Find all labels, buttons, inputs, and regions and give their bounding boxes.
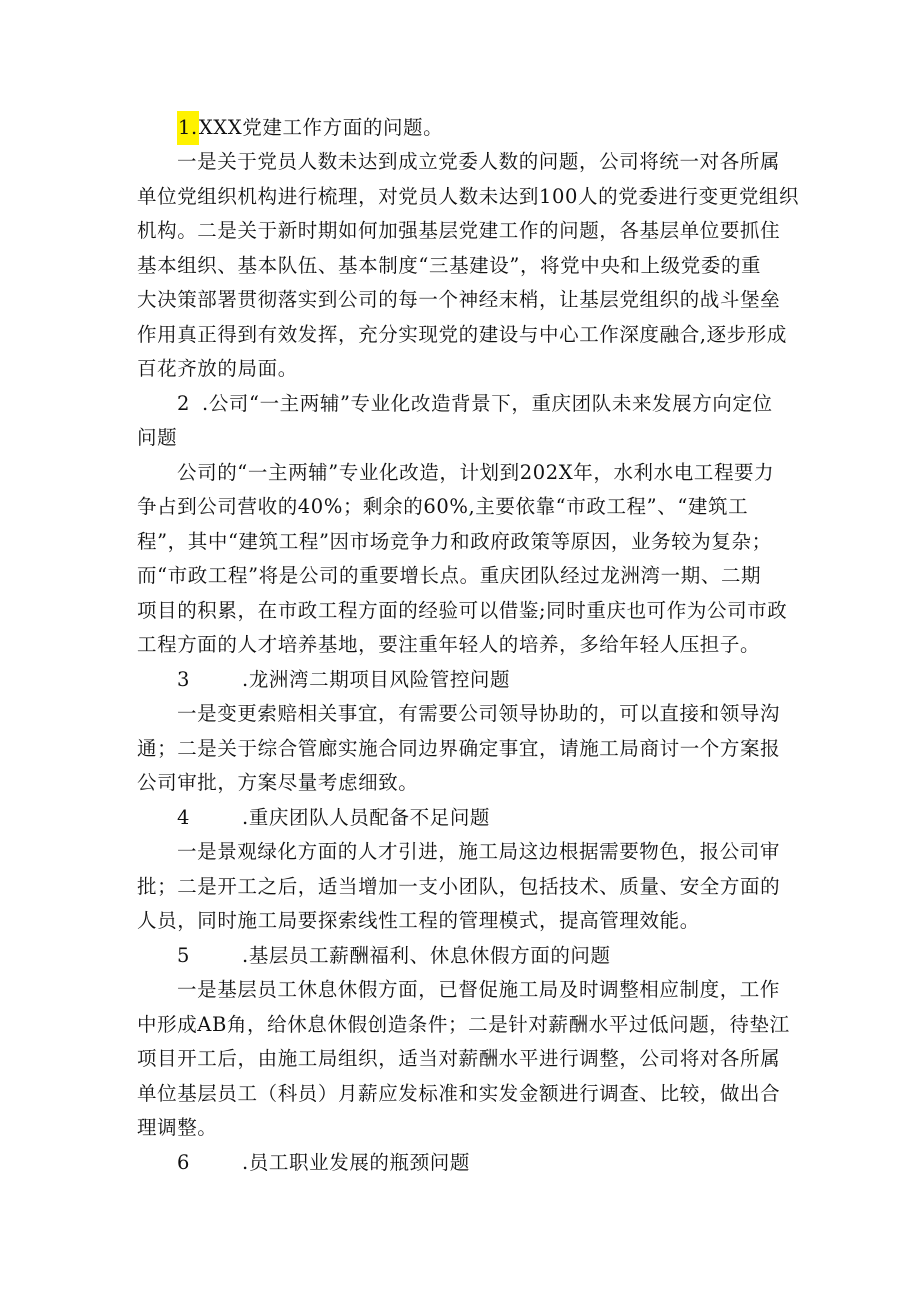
section-number: 4 bbox=[177, 806, 191, 829]
paragraph-line: 一是变更索赔相关事宜，有需要公司领导协助的，可以直接和领导沟 bbox=[177, 702, 781, 725]
paragraph-line: 程”，其中“建筑工程”因市场竞争力和政府政策等原因，业务较为复杂； bbox=[137, 530, 772, 553]
paragraph-line: 中形成AB角，给休息休假创造条件；二是针对薪酬水平过低问题，待垫江 bbox=[137, 1013, 790, 1036]
paragraph-line: 工程方面的人才培养基地，要注重年轻人的培养，多给年轻人压担子。 bbox=[137, 633, 761, 656]
section-heading-continuation: 问题 bbox=[137, 426, 178, 449]
section-heading-text: XXX党建工作方面的问题。 bbox=[198, 116, 444, 139]
paragraph-line: 一是关于党员人数未达到成立党委人数的问题，公司将统一对各所属 bbox=[177, 150, 781, 173]
paragraph-line: 人员，同时施工局要探索线性工程的管理模式，提高管理效能。 bbox=[137, 909, 700, 932]
section-heading-text: .基层员工薪酬福利、休息休假方面的问题 bbox=[242, 944, 611, 967]
paragraph-line: 理调整。 bbox=[137, 1116, 218, 1139]
paragraph-line: 基本组织、基本队伍、基本制度“三基建设”，将党中央和上级党委的重 bbox=[137, 254, 762, 277]
paragraph-line: 作用真正得到有效发挥，充分实现党的建设与中心工作深度融合,逐步形成 bbox=[137, 323, 787, 346]
paragraph-line: 通；二是关于综合管廊实施合同边界确定事宜，请施工局商讨一个方案报 bbox=[137, 737, 781, 760]
paragraph-line: 公司的“一主两辅”专业化改造，计划到202X年，水利水电工程要力 bbox=[177, 461, 775, 484]
paragraph-line: 单位党组织机构进行梳理，对党员人数未达到100人的党委进行变更党组织 bbox=[137, 185, 800, 208]
paragraph-line: 一是基层员工休息休假方面，已督促施工局及时调整相应制度，工作 bbox=[177, 978, 781, 1001]
section-number: 3 bbox=[177, 668, 191, 691]
paragraph-line: 批；二是开工之后，适当增加一支小团队，包括技术、质量、安全方面的 bbox=[137, 875, 781, 898]
section-number: 6 bbox=[177, 1151, 191, 1174]
highlighted-section-number: 1. bbox=[177, 111, 199, 145]
paragraph-line: 项目的积累，在市政工程方面的经验可以借鉴;同时重庆也可作为公司市政 bbox=[137, 599, 788, 622]
section-1-heading bbox=[177, 111, 443, 145]
section-6-heading bbox=[177, 1146, 470, 1180]
paragraph-line: 而“市政工程”将是公司的重要增长点。重庆团队经过龙洲湾一期、二期 bbox=[137, 564, 762, 587]
section-5-heading bbox=[177, 939, 611, 973]
section-3-heading bbox=[177, 663, 510, 697]
section-heading-text: .龙洲湾二期项目风险管控问题 bbox=[242, 668, 511, 691]
section-number: 2 bbox=[177, 392, 191, 415]
section-number: 5 bbox=[177, 944, 191, 967]
paragraph-line: 大决策部署贯彻落实到公司的每一个神经末梢，让基层党组织的战斗堡垒 bbox=[137, 288, 781, 311]
paragraph-line: 争占到公司营收的40%；剩余的60%,主要依靠“市政工程”、“建筑工 bbox=[137, 495, 749, 518]
paragraph-line: 公司审批，方案尽量考虑细致。 bbox=[137, 771, 419, 794]
section-heading-text: .公司“一主两辅”专业化改造背景下，重庆团队未来发展方向定位 bbox=[202, 392, 773, 415]
section-4-heading bbox=[177, 801, 490, 835]
section-heading-text: .员工职业发展的瓶颈问题 bbox=[242, 1151, 470, 1174]
section-2-heading bbox=[177, 387, 773, 421]
paragraph-line: 一是景观绿化方面的人才引进，施工局这边根据需要物色，报公司审 bbox=[177, 840, 781, 863]
paragraph-line: 单位基层员工（科员）月薪应发标准和实发金额进行调查、比较，做出合 bbox=[137, 1082, 781, 1105]
paragraph-line: 机构。二是关于新时期如何加强基层党建工作的问题，各基层单位要抓住 bbox=[137, 219, 781, 242]
section-heading-text: .重庆团队人员配备不足问题 bbox=[242, 806, 491, 829]
paragraph-line: 百花齐放的局面。 bbox=[137, 357, 298, 380]
paragraph-line: 项目开工后，由施工局组织，适当对薪酬水平进行调整，公司将对各所属 bbox=[137, 1047, 781, 1070]
